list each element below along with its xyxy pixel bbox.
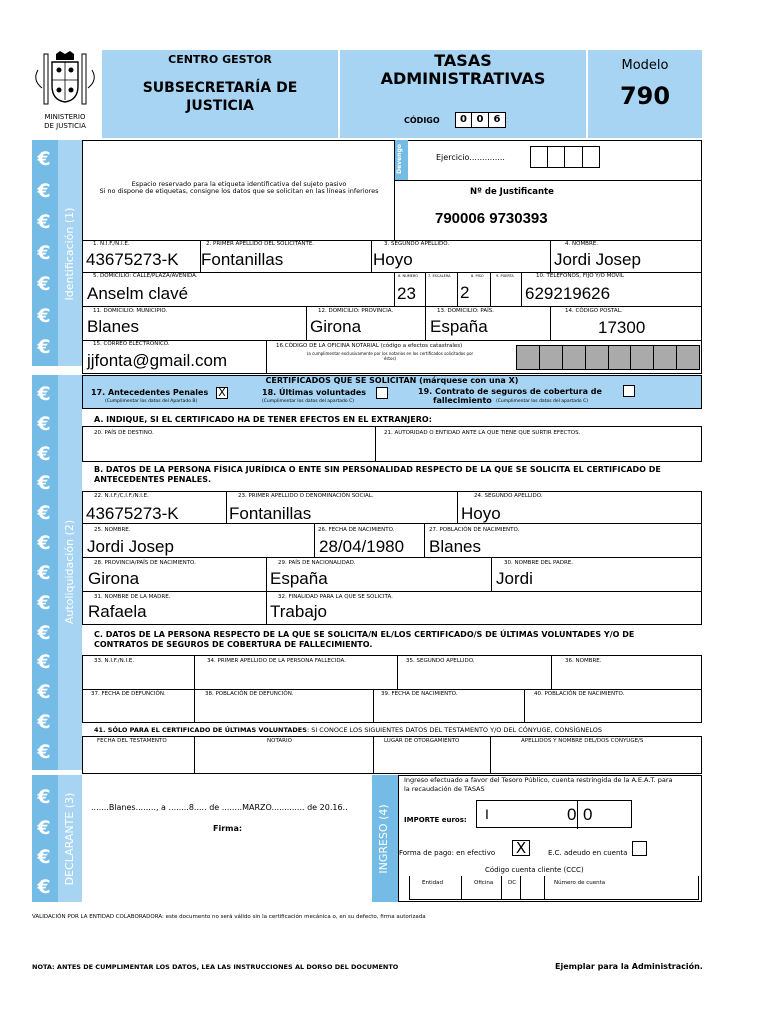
efectivo-checkbox[interactable]: X xyxy=(512,840,530,856)
ccc-numero: Número de cuenta xyxy=(554,880,606,886)
euro-icon: € xyxy=(37,413,51,435)
ccc-entidad: Entidad xyxy=(422,880,443,886)
ingreso-text-line1: Ingreso efectuado a favor del Tesoro Público, cuenta restringida de la A.E.A.T. para xyxy=(404,776,673,784)
f26-label: 26. FECHA DE NACIMIENTO. xyxy=(318,527,395,533)
ccc-dc: DC xyxy=(508,880,517,886)
ccc-label: Código cuenta cliente (CCC) xyxy=(485,866,584,874)
ministry-logo xyxy=(30,50,100,136)
f31-label: 31. NOMBRE DE LA MADRE. xyxy=(94,594,171,600)
section-a-title: A. INDIQUE, SI EL CERTIFICADO HA DE TENER EFECTOS EN EL EXTRANJERO: xyxy=(94,415,432,424)
side-label-identificacion: Identificación (1) xyxy=(63,207,76,301)
col-fecha: FECHA DEL TESTAMENTO xyxy=(97,738,167,744)
euro-icon: € xyxy=(37,562,51,584)
f22-label: 22. N.I.F./C.I.F./N.I.E. xyxy=(94,493,149,499)
f5-label: 5. DOMICILIO: CALLE/PLAZA/AVENIDA. xyxy=(93,273,198,279)
decl-month[interactable]: MARZO xyxy=(242,803,272,812)
title-line1: TASAS xyxy=(434,51,492,70)
euro-icon: € xyxy=(37,472,51,494)
euro-icon: € xyxy=(37,817,51,839)
ingreso-text xyxy=(404,776,673,794)
euro-icon: € xyxy=(37,846,51,868)
euro-icon: € xyxy=(37,711,51,733)
col-notario: NOTARIO xyxy=(267,738,292,744)
f8-label: 8. PISO xyxy=(471,274,484,278)
euro-icon: € xyxy=(37,532,51,554)
f9-label: 9. PUERTA xyxy=(496,274,514,278)
c19-label-line2: fallecimiento xyxy=(433,396,492,405)
devengo-label: Devengo xyxy=(396,144,403,174)
c19-label-line1: 19. Contrato de seguros de cobertura de xyxy=(418,387,602,396)
section-c-title-line1: C. DATOS DE LA PERSONA RESPECTO DE LA QUE SE SOLICITA/N EL/LOS CERTIFICADO/S DE ÚLTIMAS VOLUNTADES Y/O DE xyxy=(94,630,635,639)
importe-cents: 0 xyxy=(583,805,593,824)
codigo-digit: 6 xyxy=(489,112,506,128)
title-line2: ADMINISTRATIVAS xyxy=(380,69,546,88)
name-field[interactable]: Jordi Josep xyxy=(554,250,641,269)
b-name-field[interactable]: Jordi Josep xyxy=(87,537,174,556)
coat-of-arms-icon xyxy=(30,50,100,110)
certificates-header: CERTIFICADOS QUE SE SOLICITAN (márquese con una X) xyxy=(265,376,519,385)
f2-label: 2. PRIMER APELLIDO DEL SOLICITANTE. xyxy=(206,241,315,247)
f16-note-line1: (a cumplimentar exclusivamente por los notarios en los certificados solicitados por xyxy=(306,351,474,356)
col-lugar: LUGAR DE OTORGAMIENTO xyxy=(384,738,460,744)
ec-checkbox[interactable] xyxy=(632,841,647,856)
ejercicio-digit[interactable] xyxy=(530,146,548,168)
decl-a: a xyxy=(161,803,166,812)
f25-label: 25. NOMBRE. xyxy=(94,527,131,533)
f21-label: 21. AUTORIDAD O ENTIDAD ANTE LA QUE TIENE QUE SURTIR EFECTOS. xyxy=(384,430,581,436)
euro-icon: € xyxy=(37,786,51,808)
euro-icon: € xyxy=(37,383,51,405)
f24-label: 24. SEGUNDO APELLIDO. xyxy=(474,493,543,499)
section-b-title xyxy=(94,465,661,485)
b-nif-field[interactable]: 43675273-K xyxy=(86,504,179,523)
b-purpose-field[interactable]: Trabajo xyxy=(270,602,328,621)
ejercicio-boxes[interactable] xyxy=(530,146,600,168)
label-space-text xyxy=(84,181,394,195)
f30-label: 30. NOMBRE DEL PADRE. xyxy=(504,560,574,566)
euro-icon: € xyxy=(37,211,51,233)
ministry-name-line1: MINISTERIO xyxy=(44,113,86,121)
modelo-number: 790 xyxy=(619,82,671,110)
decl-place[interactable]: Blanes xyxy=(108,803,136,812)
f16-note-line2: éstos) xyxy=(383,356,397,361)
b-birthplace-field[interactable]: Blanes xyxy=(429,537,481,556)
c17-label: 17. Antecedentes Penales xyxy=(91,388,209,397)
codigo-digit: 0 xyxy=(455,112,472,128)
municipality-field[interactable]: Blanes xyxy=(87,317,139,336)
centro-gestor-name xyxy=(102,79,338,115)
phone-field[interactable]: 629219626 xyxy=(525,284,611,303)
importe-first: I xyxy=(485,806,489,822)
euro-icon: € xyxy=(37,741,51,763)
decl-year[interactable]: 16 xyxy=(332,803,343,812)
euro-icon: € xyxy=(37,180,51,202)
f23-label: 23. PRIMER APELLIDO O DENOMINACIÓN SOCIAL. xyxy=(238,493,374,499)
b-father-field[interactable]: Jordi xyxy=(496,569,533,588)
c18-note: (Cumplimentar los datos del apartado C) xyxy=(262,399,354,404)
justificante-number: 790006 9730393 xyxy=(435,210,548,227)
ejemplar-text: Ejemplar para la Administración. xyxy=(555,962,703,971)
f40-label: 40. POBLACIÓN DE NACIMIENTO. xyxy=(534,691,625,697)
first-surname-field[interactable]: Fontanillas xyxy=(201,250,284,269)
section-c-title-line2: CONTRATOS DE SEGUROS DE COBERTURA DE FALLECIMIENTO. xyxy=(94,640,373,649)
ejercicio-label: Ejercicio.............. xyxy=(436,153,505,162)
f20-label: 20. PAÍS DE DESTINO. xyxy=(94,430,154,436)
declarante-box xyxy=(82,775,372,902)
euro-icon: € xyxy=(37,876,51,898)
f12-label: 12. DOMICILIO: PROVINCIA. xyxy=(318,308,394,314)
side-label-declarante: DECLARANTE (3) xyxy=(63,792,76,886)
f4-label: 4. NOMBRE. xyxy=(565,241,599,247)
f1-label: 1. N.I.F./N.I.E. xyxy=(93,241,130,247)
label-space-line1: Espacio reservado para la etiqueta identificativa del sujeto pasivo xyxy=(131,180,347,188)
second-surname-field[interactable]: Hoyo xyxy=(373,250,413,269)
b-birth-province-field[interactable]: Girona xyxy=(88,569,140,588)
forma-label: Forma de pago: en efectivo xyxy=(399,849,496,857)
ministry-name-line2: DE JUSTICIA xyxy=(44,122,86,130)
section-c-title xyxy=(94,630,634,650)
b-second-surname-field[interactable]: Hoyo xyxy=(461,504,501,523)
street-field[interactable]: Anselm clavé xyxy=(87,284,189,303)
decl-day[interactable]: 8 xyxy=(188,803,194,812)
justificante-label: Nº de Justificante xyxy=(470,187,554,197)
euro-icon: € xyxy=(37,443,51,465)
c18-checkbox[interactable] xyxy=(376,387,388,399)
f14-label: 14. CÓDIGO POSTAL. xyxy=(565,308,623,314)
f41-bold: 41. SÓLO PARA EL CERTIFICADO DE ÚLTIMAS VOLUNTADES xyxy=(94,726,307,734)
f3-label: 3. SEGUNDO APELLIDO. xyxy=(384,241,450,247)
nota-text: NOTA: ANTES DE CUMPLIMENTAR LOS DATOS, LEA LAS INSTRUCCIONES AL DORSO DEL DOCUMENTO xyxy=(32,963,399,971)
euro-icon: € xyxy=(37,681,51,703)
f15-label: 15. CORREO ELECTRÓNICO. xyxy=(93,341,170,347)
f35-label: 35. SEGUNDO APELLIDO. xyxy=(406,658,475,664)
side-label-autoliquidacion: Autoliquidación (2) xyxy=(63,519,76,625)
modelo-label: Modelo xyxy=(621,58,669,73)
importe-field[interactable] xyxy=(476,800,632,828)
euro-icon: € xyxy=(37,148,51,170)
euro-icon: € xyxy=(37,305,51,327)
validacion-text: VALIDACIÓN POR LA ENTIDAD COLABORADORA: este documento no será válido sin la certificación mecánica o, en su defecto, firma autorizada xyxy=(32,914,426,920)
ejercicio-digit[interactable] xyxy=(583,146,601,168)
c17-checkbox[interactable]: X xyxy=(216,387,228,399)
f41-rest: : SI CONOCE LOS SIGUIENTES DATOS DEL TESTAMENTO Y/O DEL CÓNYUGE, CONSÍGNELOS xyxy=(306,726,602,734)
f38-label: 38. POBLACIÓN DE DEFUNCIÓN. xyxy=(205,691,294,697)
euro-icon: € xyxy=(37,651,51,673)
nif-field[interactable]: 43675273-K xyxy=(86,250,179,269)
importe-units: 0 xyxy=(567,805,577,824)
f36-label: 36. NOMBRE. xyxy=(565,658,602,664)
f33-label: 33. N.I.F./N.I.E. xyxy=(94,658,135,664)
notary-code-boxes[interactable] xyxy=(516,345,700,370)
f27-label: 27. POBLACIÓN DE NACIMIENTO. xyxy=(429,527,520,533)
euro-icon: € xyxy=(37,592,51,614)
f32-label: 32. FINALIDAD PARA LA QUE SE SOLICITA. xyxy=(278,594,393,600)
f28-label: 28. PROVINCIA/PAÍS DE NACIMIENTO. xyxy=(94,560,196,566)
f29-label: 29. PAÍS DE NACIONALIDAD. xyxy=(278,560,356,566)
f39-label: 39. FECHA DE NACIMIENTO. xyxy=(381,691,458,697)
ejercicio-digit[interactable] xyxy=(548,146,566,168)
floor-field[interactable]: 2 xyxy=(460,283,470,302)
section-b-title-line1: B. DATOS DE LA PERSONA FÍSICA JURÍDICA O ENTE SIN PERSONALIDAD RESPECTO DE LA QUE SE SOLICITA EL CERTIFICADO DE xyxy=(94,465,661,474)
b-nationality-field[interactable]: España xyxy=(270,569,328,588)
euro-icon: € xyxy=(37,273,51,295)
side-label-ingreso: INGRESO (4) xyxy=(377,804,390,874)
declarante-date-line: .......Blanes........, a ........8..... de ........MARZO............. de 20.16.. xyxy=(91,803,348,812)
decl-de2: de 20 xyxy=(307,803,330,812)
codigo-digits xyxy=(455,112,506,128)
euro-icon: € xyxy=(37,336,51,358)
f16-label: 16.CÓDIGO DE LA OFICINA NOTARIAL (código a efectos catastrales) xyxy=(276,343,463,349)
f7-label: 7. ESCALERA xyxy=(428,274,451,278)
ccc-field[interactable] xyxy=(409,876,699,900)
b-birthdate-field[interactable]: 28/04/1980 xyxy=(319,537,405,556)
f13-label: 13. DOMICILIO: PAÍS. xyxy=(437,308,494,314)
centro-gestor-line2: JUSTICIA xyxy=(186,98,254,114)
c18-label: 18. Últimas voluntades xyxy=(262,388,367,397)
col-apellidos: APELLIDOS Y NOMBRE DEL/DOS CONYUGE/S xyxy=(521,738,644,744)
f34-label: 34. PRIMER APELLIDO DE LA PERSONA FALLECIDA. xyxy=(207,658,346,664)
euro-icon: € xyxy=(37,502,51,524)
b-mother-field[interactable]: Rafaela xyxy=(88,602,147,621)
f6-label: 6. NÚMERO xyxy=(398,274,419,278)
euro-icon: € xyxy=(37,622,51,644)
province-field[interactable]: Girona xyxy=(310,317,362,336)
codigo-digit: 0 xyxy=(472,112,489,128)
f41-label xyxy=(94,726,602,734)
ejercicio-digit[interactable] xyxy=(565,146,583,168)
ccc-oficina: Oficina xyxy=(474,880,494,886)
f16-note xyxy=(270,351,510,361)
postal-code-field[interactable]: 17300 xyxy=(598,318,646,337)
euro-icon: € xyxy=(37,242,51,264)
f37-label: 37. FECHA DE DEFUNCIÓN. xyxy=(91,691,166,697)
label-space-line2: Si no dispone de etiquetas, consigne los datos que se solicitan en las líneas inferiores xyxy=(99,187,379,195)
ec-label: E.C. adeudo en cuenta xyxy=(548,849,628,857)
section-b-title-line2: ANTECEDENTES PENALES. xyxy=(94,475,211,484)
importe-label: IMPORTE euros: xyxy=(404,816,467,824)
b-first-surname-field[interactable]: Fontanillas xyxy=(229,504,312,523)
c17-note: (Cumplimentar los datos del Apartado B) xyxy=(105,399,198,404)
c19-checkbox[interactable] xyxy=(623,385,635,397)
centro-gestor-line1: SUBSECRETARÍA DE xyxy=(142,80,298,96)
number-field[interactable]: 23 xyxy=(397,284,416,303)
codigo-label: CÓDIGO xyxy=(404,116,440,125)
form-title xyxy=(340,52,586,88)
centro-gestor-label: CENTRO GESTOR xyxy=(168,53,272,66)
c19-note: (Cumplimentar los datos del apartado C) xyxy=(496,399,588,404)
ingreso-text-line2: la recaudación de TASAS xyxy=(404,785,485,793)
decl-de1: de xyxy=(209,803,220,812)
country-field[interactable]: España xyxy=(430,317,488,336)
f11-label: 11. DOMICILIO: MUNICIPIO. xyxy=(93,308,168,314)
firma-label: Firma: xyxy=(213,824,243,833)
email-field[interactable]: jjfonta@gmail.com xyxy=(87,351,228,370)
f10-label: 10. TELÉFONOS, FIJO Y/O MÓVIL xyxy=(536,273,624,279)
